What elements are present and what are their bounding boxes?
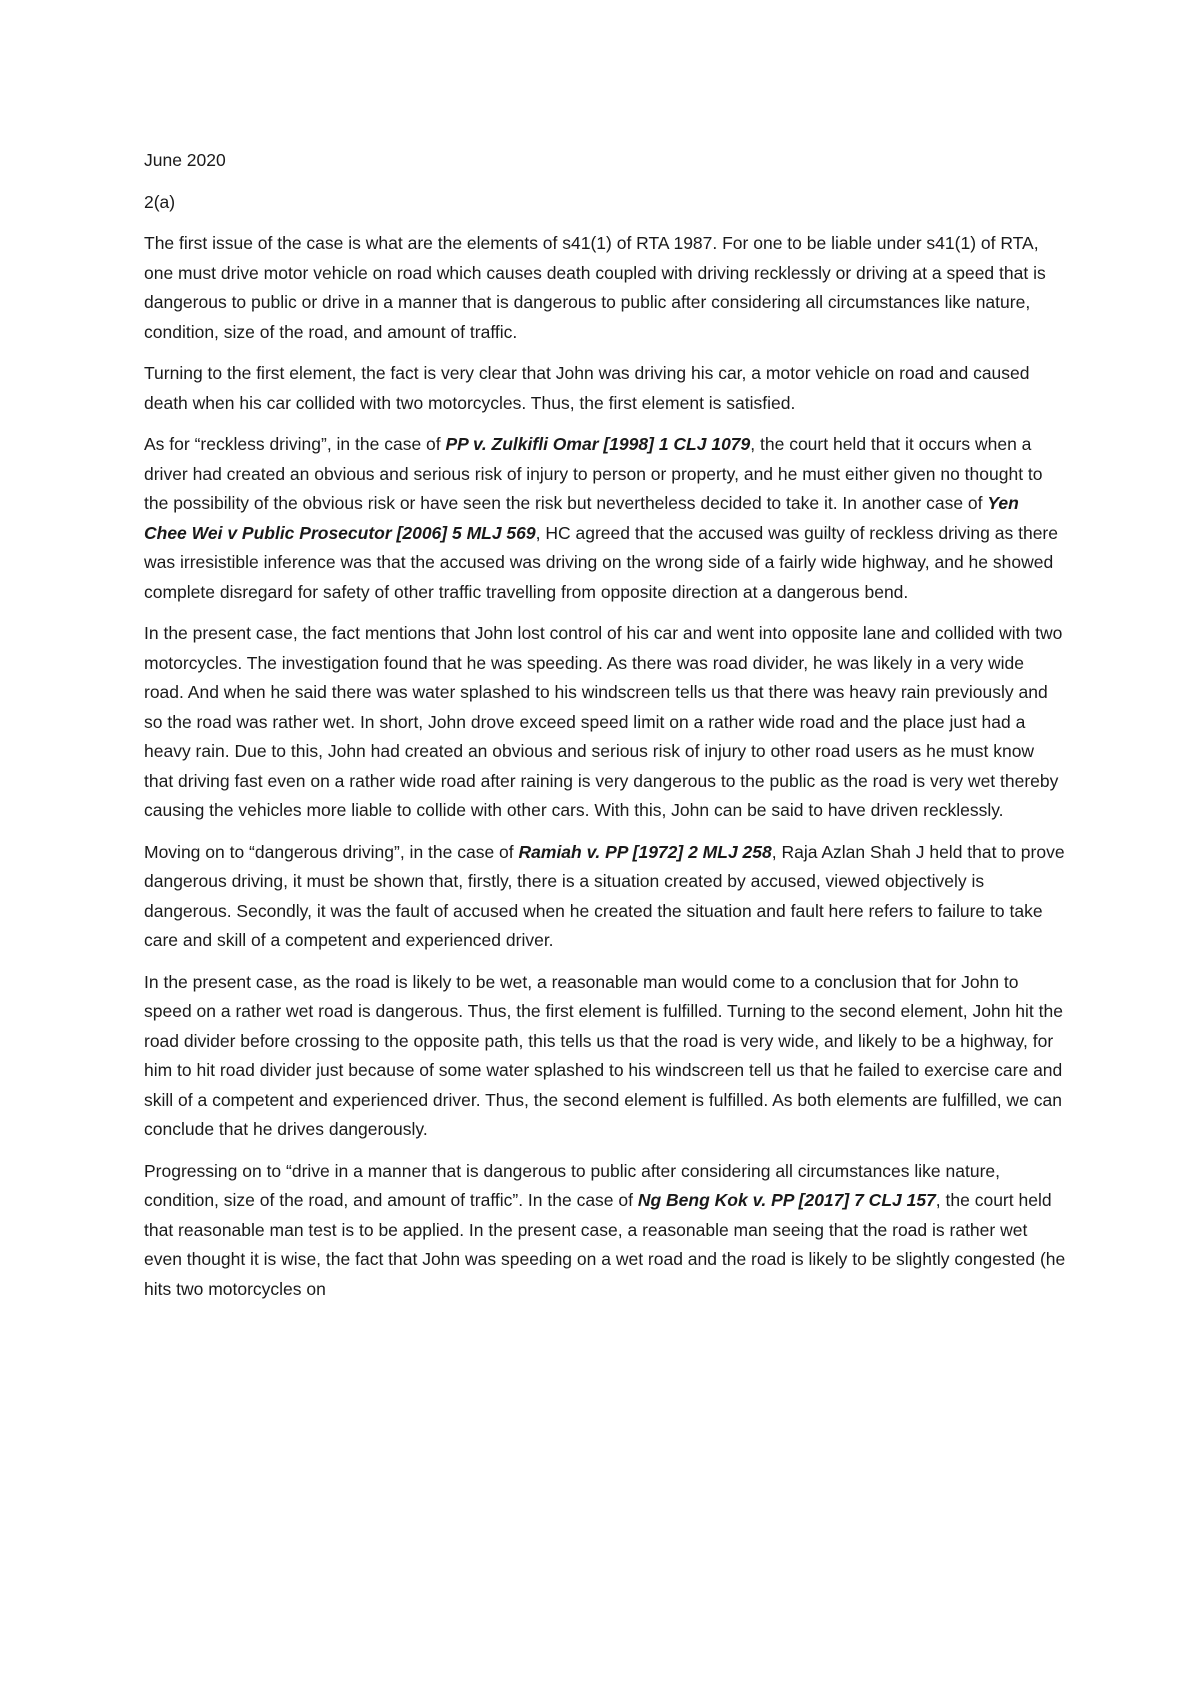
paragraph-text: , the court held that it occurs when a driver had created an obvious and serious risk of injury to person or property, and he must either given no thought to the possibility of the obvious risk or have seen the risk but nevertheless decided to take it. In another case of — [144, 434, 1043, 513]
case-citation: PP v. Zulkifli Omar [1998] 1 CLJ 1079 — [445, 434, 751, 454]
paragraph-text: , HC agreed that the accused was guilty of reckless driving as there was irresistible inference was that the accused was driving on the wrong side of a fairly wide highway, and he showed complete disregard for safety of other traffic travelling from opposite direction at a dangerous bend. — [144, 522, 1058, 602]
paragraph-text: Progressing on to “drive in a manner that is dangerous to public after considering all circumstances like nature, condition, size of the road, and amount of traffic”. In the case of — [144, 1160, 1000, 1210]
document-date: June 2020 — [144, 150, 226, 170]
case-citation: Yen Chee Wei v Public Prosecutor [2006] 5 MLJ 569 — [144, 493, 1019, 543]
question-number: 2(a) — [144, 191, 176, 212]
paragraph-application-dangerous: In the present case, as the road is likely to be wet, a reasonable man would come to a conclusion that for John to speed on a rather wet road is dangerous. Thus, the first element is fulfilled. Turning to the second element, John hit the road divider before crossing to the opposite path, this tells us that the road is very wide, and likely to be a highway, for him to hit road divider just because of some water splashed to his windscreen tell us that he failed to exercise care and skill of a competent and experienced driver. Thus, the second element is fulfilled. As both elements are fulfilled, we can conclude that he drives dangerously. — [144, 971, 1063, 1139]
paragraph-first-element: Turning to the first element, the fact is very clear that John was driving his car, a motor vehicle on road and caused death when his car collided with two motorcycles. Thus, the first element is satisfied. — [144, 363, 1030, 413]
case-citation: Ng Beng Kok v. PP [2017] 7 CLJ 157 — [637, 1190, 936, 1210]
paragraph-elements-of-s41: The first issue of the case is what are the elements of s41(1) of RTA 1987. For one to be liable under s41(1) of RTA, one must drive motor vehicle on road which causes death coupled with driving recklessly or driving at a speed that is dangerous to public or drive in a manner that is dangerous to public after considering all circumstances like nature, condition, size of the road, and amount of traffic. — [144, 233, 1046, 342]
paragraph-text: , the court held that reasonable man test is to be applied. In the present case, a reasonable man seeing that the road is rather wet even thought it is wise, the fact that John was speeding on a wet road and the road is likely to be slightly congested (he hits two motorcycles on — [144, 1190, 1066, 1299]
paragraph-application-reckless: In the present case, the fact mentions that John lost control of his car and went into opposite lane and collided with two motorcycles. The investigation found that he was speeding. As there was road divider, he was likely in a very wide road. And when he said there was water splashed to his windscreen tells us that there was heavy rain previously and so the road was rather wet. In short, John drove exceed speed limit on a rather wide road and the place just had a heavy rain. Due to this, John had created an obvious and serious risk of injury to other road users as he must know that driving fast even on a rather wide road after raining is very dangerous to the public as the road is very wet thereby causing the vehicles more liable to collide with other cars. With this, John can be said to have driven recklessly. — [144, 623, 1063, 820]
paragraph-text: Moving on to “dangerous driving”, in the case of — [144, 841, 519, 862]
paragraph-text: , Raja Azlan Shah J held that to prove dangerous driving, it must be shown that, firstly, there is a situation created by accused, viewed objectively is dangerous. Secondly, it was the fault of accused when he created the situation and fault here refers to failure to take care and skill of a competent and experienced driver. — [144, 841, 1065, 950]
case-citation: Ramiah v. PP [1972] 2 MLJ 258 — [518, 841, 772, 862]
paragraph-reckless-driving — [144, 430, 1066, 607]
paragraph-dangerous-manner — [144, 1157, 1066, 1305]
paragraph-text: As for “reckless driving”, in the case of — [144, 434, 446, 454]
paragraph-dangerous-driving — [144, 838, 1066, 956]
document-body — [144, 146, 1066, 1316]
